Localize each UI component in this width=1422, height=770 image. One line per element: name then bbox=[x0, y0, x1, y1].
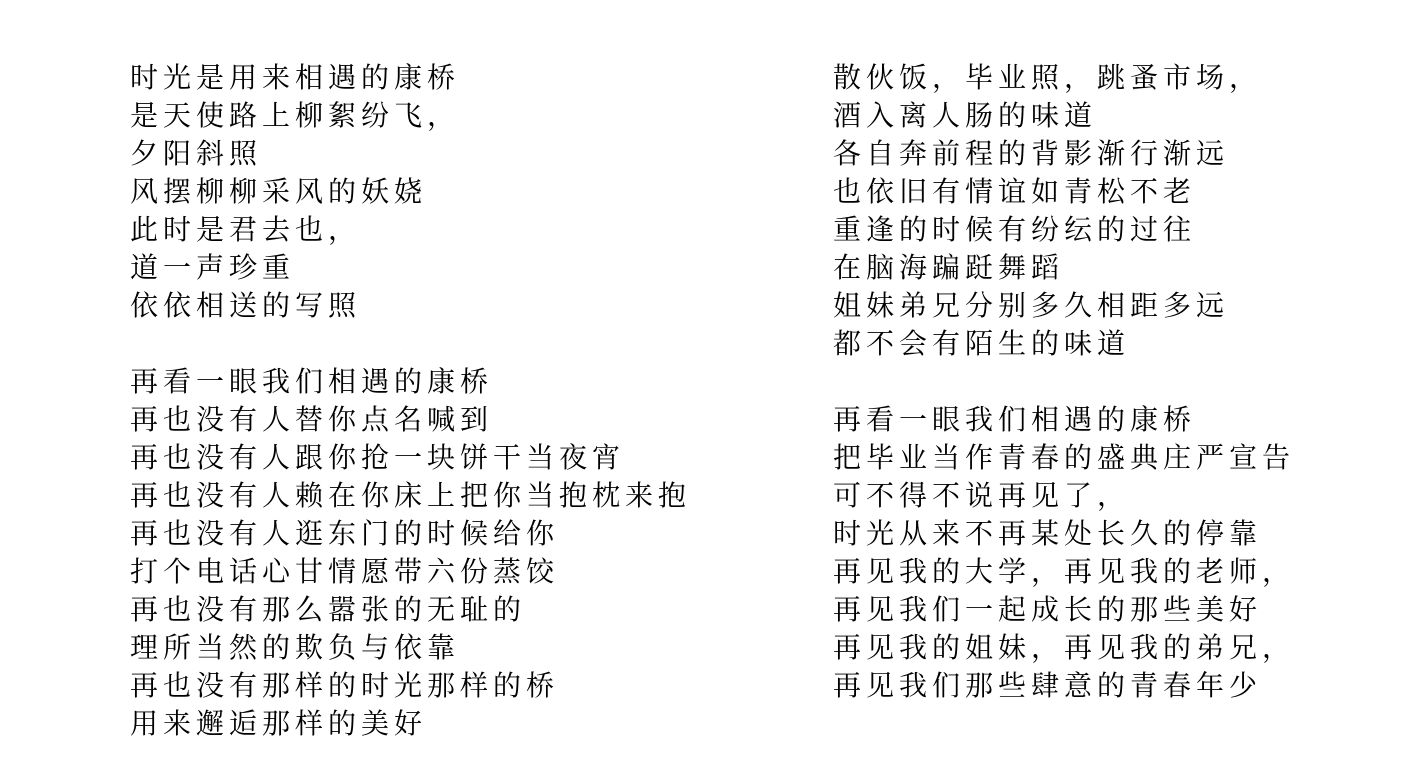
lyric-line: 再见我们一起成长的那些美好 bbox=[833, 595, 1263, 626]
lyric-line: 再也没有人替你点名喊到 bbox=[130, 405, 494, 436]
lyric-line: 再也没有人赖在你床上把你当抱枕来抱 bbox=[130, 481, 692, 512]
lyrics-column-left bbox=[130, 60, 691, 744]
lyric-line: 时光从来不再某处长久的停靠 bbox=[833, 519, 1263, 550]
left-stanza-2 bbox=[130, 364, 691, 744]
lyric-line: 再看一眼我们相遇的康桥 bbox=[130, 367, 494, 398]
lyric-line: 时光是用来相遇的康桥 bbox=[130, 63, 461, 94]
lyric-line: 把毕业当作青春的盛典庄严宣告 bbox=[833, 443, 1296, 474]
lyric-line: 夕阳斜照 bbox=[130, 139, 263, 170]
lyrics-column-right bbox=[833, 60, 1295, 706]
left-stanza-1 bbox=[130, 60, 691, 326]
lyric-line: 打个电话心甘情愿带六份蒸饺 bbox=[130, 557, 560, 588]
lyric-line: 可不得不说再见了， bbox=[833, 481, 1131, 512]
lyric-line: 道一声珍重 bbox=[130, 253, 296, 284]
lyric-line: 依依相送的写照 bbox=[130, 291, 362, 322]
lyric-line: 再也没有那样的时光那样的桥 bbox=[130, 671, 560, 702]
lyric-line: 再也没有那么嚣张的无耻的 bbox=[130, 595, 527, 626]
lyric-line: 用来邂逅那样的美好 bbox=[130, 709, 428, 740]
right-stanza-1 bbox=[833, 60, 1295, 364]
lyric-line: 此时是君去也， bbox=[130, 215, 362, 246]
lyric-line: 再见我的姐妹，再见我的弟兄， bbox=[833, 633, 1296, 664]
lyric-line: 各自奔前程的背影渐行渐远 bbox=[833, 139, 1230, 170]
right-stanza-2 bbox=[833, 402, 1295, 706]
lyric-line: 酒入离人肠的味道 bbox=[833, 101, 1098, 132]
lyric-line: 再见我的大学，再见我的老师， bbox=[833, 557, 1296, 588]
lyric-line: 姐妹弟兄分别多久相距多远 bbox=[833, 291, 1230, 322]
lyric-line: 再见我们那些肆意的青春年少 bbox=[833, 671, 1263, 702]
lyric-line: 再也没有人逛东门的时候给你 bbox=[130, 519, 560, 550]
lyric-line: 理所当然的欺负与依靠 bbox=[130, 633, 461, 664]
lyric-line: 风摆柳柳采风的妖娆 bbox=[130, 177, 428, 208]
lyric-line: 在脑海蹁跹舞蹈 bbox=[833, 253, 1065, 284]
lyric-line: 也依旧有情谊如青松不老 bbox=[833, 177, 1197, 208]
lyric-line: 散伙饭，毕业照，跳蚤市场， bbox=[833, 63, 1263, 94]
lyric-line: 重逢的时候有纷纭的过往 bbox=[833, 215, 1197, 246]
lyric-line: 再看一眼我们相遇的康桥 bbox=[833, 405, 1197, 436]
lyric-line: 都不会有陌生的味道 bbox=[833, 329, 1131, 360]
lyric-line: 再也没有人跟你抢一块饼干当夜宵 bbox=[130, 443, 626, 474]
lyric-line: 是天使路上柳絮纷飞， bbox=[130, 101, 461, 132]
